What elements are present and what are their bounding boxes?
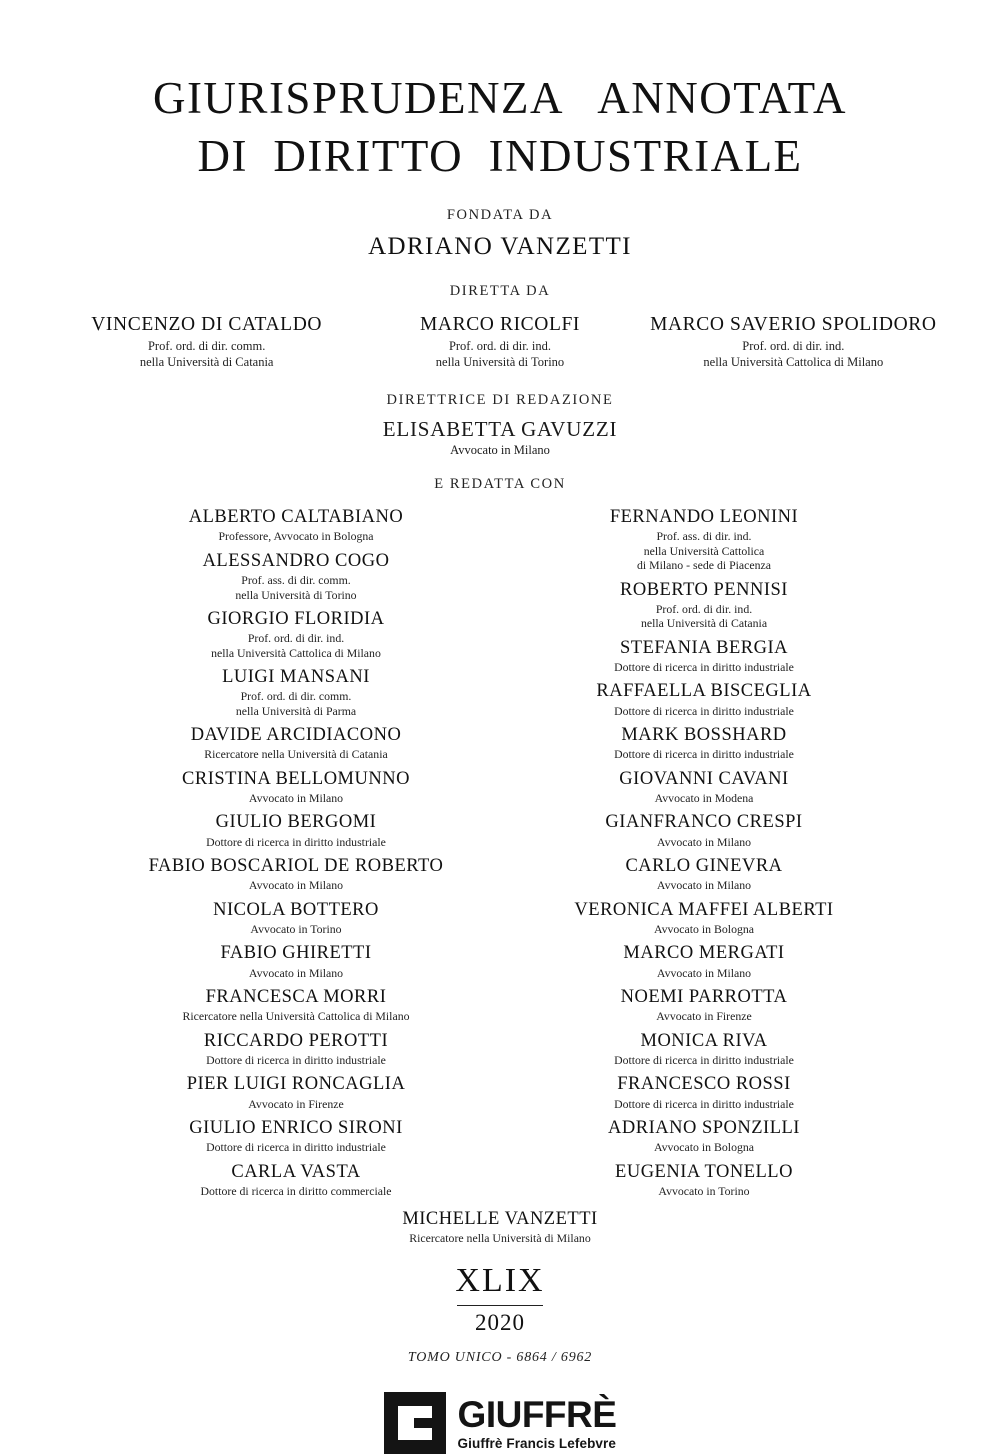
board-member-name: ALBERTO CALTABIANO bbox=[188, 507, 404, 528]
volume-number: XLIX bbox=[455, 1262, 545, 1300]
board-member-name: FERNANDO LEONINI bbox=[609, 507, 799, 528]
board-member-name: VERONICA MAFFEI ALBERTI bbox=[574, 899, 834, 920]
board-member-role: Avvocato in Torino bbox=[250, 921, 342, 936]
board-member bbox=[120, 609, 472, 660]
board-member-name: LUIGI MANSANI bbox=[222, 666, 370, 687]
board-member bbox=[120, 856, 472, 893]
board-member bbox=[120, 900, 472, 937]
board-member-role: Avvocato in Firenze bbox=[656, 1009, 752, 1024]
board-member bbox=[120, 943, 472, 980]
board-member-role: Dottore di ricerca in diritto industriale bbox=[614, 747, 794, 762]
director-name: MARCO RICOLFI bbox=[419, 314, 580, 336]
board-column-left bbox=[120, 507, 472, 1205]
board-member bbox=[528, 681, 880, 718]
board-member-role: Prof. ass. di dir. ind. nella Università Cattolica di Milano - sede di Piacenza bbox=[637, 529, 771, 573]
publisher-subtitle: Giuffrè Francis Lefebvre bbox=[457, 1435, 616, 1451]
board-member bbox=[528, 1118, 880, 1155]
board-member bbox=[120, 1031, 472, 1068]
board-member-name: FABIO GHIRETTI bbox=[220, 943, 372, 964]
board-member-role: Dottore di ricerca in diritto industriale bbox=[206, 1052, 386, 1067]
board-member-role: Avvocato in Milano bbox=[248, 965, 344, 980]
publisher-name: GIUFFRÈ bbox=[457, 1393, 617, 1435]
board-member-name: ADRIANO SPONZILLI bbox=[608, 1117, 800, 1138]
board-member bbox=[528, 1162, 880, 1199]
board-member-role: Dottore di ricerca in diritto industriale bbox=[206, 834, 386, 849]
editorial-board bbox=[60, 507, 940, 1205]
title-line-2: DI DIRITTO INDUSTRIALE bbox=[197, 130, 803, 181]
directors-row bbox=[60, 314, 940, 370]
board-member-name: FRANCESCO ROSSI bbox=[617, 1074, 791, 1095]
page-title bbox=[60, 70, 940, 185]
board-member bbox=[120, 1162, 472, 1199]
board-member-name: GIORGIO FLORIDIA bbox=[207, 608, 385, 629]
board-member-role: Avvocato in Bologna bbox=[653, 1140, 755, 1155]
direction-caption: DIRETTA DA bbox=[449, 283, 551, 300]
founder-caption: FONDATA DA bbox=[446, 207, 554, 224]
board-member bbox=[120, 1074, 472, 1111]
board-member-name: GIULIO ENRICO SIRONI bbox=[189, 1117, 403, 1138]
board-member-role: Avvocato in Firenze bbox=[248, 1096, 344, 1111]
board-member-name: DAVIDE ARCIDIACONO bbox=[190, 724, 402, 745]
volume-divider bbox=[457, 1305, 543, 1306]
board-member bbox=[528, 1031, 880, 1068]
board-member bbox=[120, 987, 472, 1024]
board-member bbox=[528, 812, 880, 849]
board-member bbox=[120, 812, 472, 849]
board-member-name: GIANFRANCO CRESPI bbox=[605, 812, 803, 833]
board-member-role: Prof. ord. di dir. ind. nella Università Cattolica di Milano bbox=[211, 631, 381, 660]
giuffre-g-logo-icon bbox=[384, 1392, 446, 1454]
board-member-role: Avvocato in Torino bbox=[658, 1183, 750, 1198]
volume-tomo: TOMO UNICO - 6864 / 6962 bbox=[407, 1350, 593, 1366]
board-member bbox=[528, 769, 880, 806]
director-role-line2: nella Università di Torino bbox=[435, 355, 565, 370]
director-role-line1: Prof. ord. di dir. ind. bbox=[742, 339, 845, 354]
title-line-1: GIURISPRUDENZA ANNOTATA bbox=[152, 73, 848, 123]
board-member-name: MICHELLE VANZETTI bbox=[402, 1209, 598, 1230]
board-member bbox=[528, 725, 880, 762]
board-member-name: NICOLA BOTTERO bbox=[213, 899, 379, 920]
editorial-director-entry bbox=[60, 417, 940, 458]
board-member bbox=[528, 900, 880, 937]
board-member-name: MARK BOSSHARD bbox=[621, 724, 787, 745]
board-member bbox=[528, 856, 880, 893]
board-member-name: GIOVANNI CAVANI bbox=[619, 768, 789, 789]
board-member-name: RICCARDO PEROTTI bbox=[203, 1030, 389, 1051]
board-member bbox=[528, 1074, 880, 1111]
board-member-role: Professore, Avvocato in Bologna bbox=[218, 529, 374, 544]
board-member-role: Avvocato in Bologna bbox=[653, 921, 755, 936]
director-entry bbox=[647, 314, 940, 370]
board-member-name: MONICA RIVA bbox=[640, 1030, 768, 1051]
board-member-name: RAFFAELLA BISCEGLIA bbox=[596, 681, 812, 702]
board-member-role: Dottore di ricerca in diritto industriale bbox=[614, 659, 794, 674]
board-member bbox=[528, 638, 880, 675]
board-member-final bbox=[60, 1209, 940, 1246]
board-member-name: PIER LUIGI RONCAGLIA bbox=[186, 1074, 406, 1095]
board-member bbox=[120, 1118, 472, 1155]
board-member-role: Avvocato in Milano bbox=[248, 790, 344, 805]
board-member bbox=[120, 667, 472, 718]
board-member bbox=[528, 987, 880, 1024]
board-member bbox=[120, 725, 472, 762]
board-member-role: Avvocato in Milano bbox=[656, 834, 752, 849]
board-member-role: Prof. ass. di dir. comm. nella Università di Torino bbox=[235, 573, 357, 602]
board-member-role: Prof. ord. di dir. comm. nella Università di Parma bbox=[235, 689, 357, 718]
board-member-name: ROBERTO PENNISI bbox=[620, 579, 788, 600]
board-member-name: NOEMI PARROTTA bbox=[620, 986, 788, 1007]
founder-name: ADRIANO VANZETTI bbox=[368, 233, 632, 261]
board-member-name: FABIO BOSCARIOL DE ROBERTO bbox=[148, 855, 444, 876]
board-member-name: CARLO GINEVRA bbox=[625, 855, 783, 876]
editorial-director-role: Avvocato in Milano bbox=[450, 443, 550, 458]
board-member-role: Dottore di ricerca in diritto commerciale bbox=[200, 1183, 392, 1198]
board-member-name: STEFANIA BERGIA bbox=[619, 637, 788, 658]
board-member-name: GIULIO BERGOMI bbox=[215, 812, 377, 833]
board-member-role: Avvocato in Milano bbox=[656, 965, 752, 980]
director-entry bbox=[60, 314, 353, 370]
publisher-text bbox=[457, 1393, 617, 1451]
board-member bbox=[528, 943, 880, 980]
board-member-role: Ricercatore nella Università di Catania bbox=[204, 747, 388, 762]
publisher-block bbox=[60, 1392, 940, 1454]
board-member-role: Dottore di ricerca in diritto industriale bbox=[614, 1052, 794, 1067]
board-member bbox=[120, 769, 472, 806]
director-role bbox=[353, 338, 646, 370]
director-role-line2: nella Università di Catania bbox=[139, 355, 274, 370]
board-member bbox=[120, 551, 472, 602]
volume-year: 2020 bbox=[475, 1310, 525, 1336]
director-role-line1: Prof. ord. di dir. ind. bbox=[448, 339, 552, 354]
director-name: VINCENZO DI CATALDO bbox=[91, 314, 323, 336]
editorial-director-caption: DIRETTRICE DI REDAZIONE bbox=[386, 392, 614, 409]
director-name: MARCO SAVERIO SPOLIDORO bbox=[650, 314, 937, 336]
board-member-role: Prof. ord. di dir. ind. nella Università di Catania bbox=[640, 601, 768, 631]
board-member-name: ALESSANDRO COGO bbox=[202, 550, 390, 571]
board-member-role: Dottore di ricerca in diritto industriale bbox=[614, 703, 794, 718]
board-member-name: EUGENIA TONELLO bbox=[615, 1161, 793, 1182]
board-member bbox=[120, 507, 472, 544]
director-role bbox=[647, 338, 940, 370]
director-role-line2: nella Università Cattolica di Milano bbox=[703, 355, 884, 370]
board-member-name: MARCO MERGATI bbox=[623, 943, 785, 964]
board-member-name: FRANCESCA MORRI bbox=[205, 986, 387, 1007]
board-member bbox=[528, 580, 880, 631]
director-role-line1: Prof. ord. di dir. comm. bbox=[147, 339, 266, 354]
editorial-director-name: ELISABETTA GAVUZZI bbox=[382, 417, 618, 442]
board-member-name: CRISTINA BELLOMUNNO bbox=[182, 768, 410, 789]
board-member-name: CARLA VASTA bbox=[231, 1161, 361, 1182]
board-member-role: Ricercatore nella Università di Milano bbox=[409, 1231, 591, 1246]
board-caption: E REDATTA CON bbox=[434, 476, 566, 493]
director-entry bbox=[353, 314, 646, 370]
board-member-role: Ricercatore nella Università Cattolica di Milano bbox=[182, 1009, 410, 1024]
board-member-role: Avvocato in Milano bbox=[248, 878, 344, 893]
board-member bbox=[528, 507, 880, 572]
board-member-role: Avvocato in Modena bbox=[654, 790, 754, 805]
director-role bbox=[60, 338, 353, 370]
board-member-role: Dottore di ricerca in diritto industriale bbox=[206, 1140, 386, 1155]
board-column-right bbox=[528, 507, 880, 1205]
board-member-role: Avvocato in Milano bbox=[656, 878, 752, 893]
board-member-role: Dottore di ricerca in diritto industriale bbox=[614, 1096, 794, 1111]
